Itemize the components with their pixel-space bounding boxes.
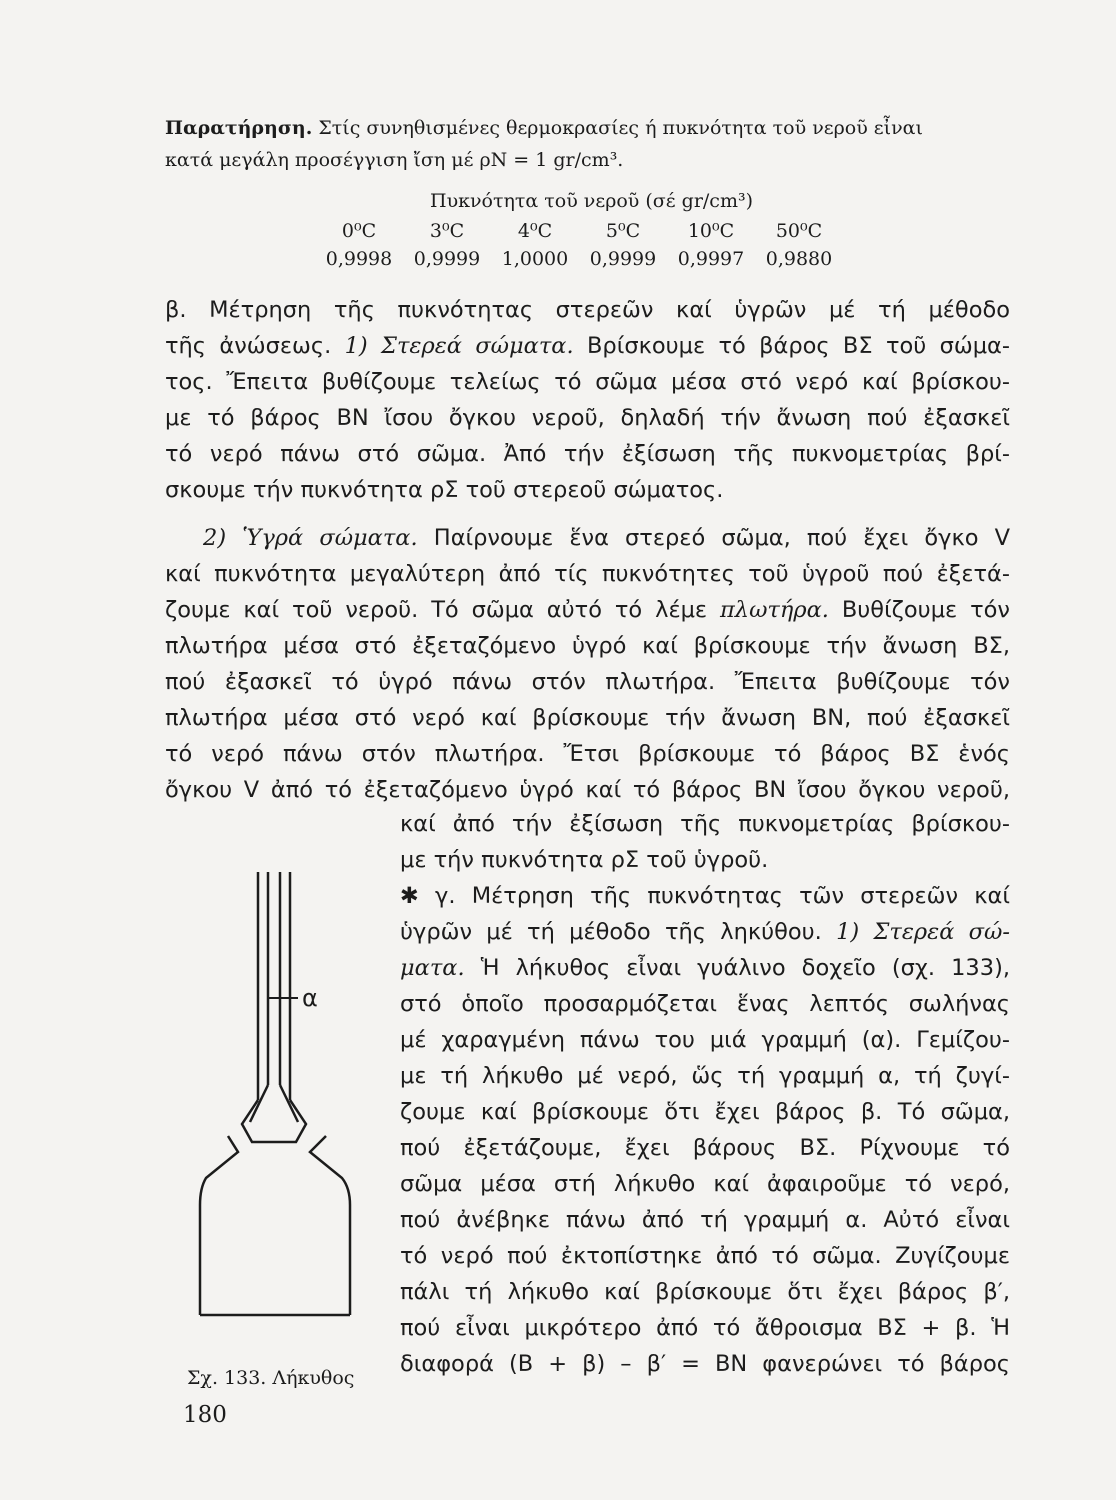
text-fragment: Βρίσκουμε τό βάρος ΒΣ τοῦ σώμα- xyxy=(573,333,1010,359)
temp-cell: 10⁰C xyxy=(687,220,735,242)
lekythos-flask-drawing xyxy=(200,872,350,1315)
value-cell: 0,9999 xyxy=(589,248,657,270)
section-2-continuation xyxy=(400,806,1010,878)
text-line: με τήν πυκνότητα ρΣ τοῦ ὑγροῦ. xyxy=(400,847,769,873)
text-line: καί ἀπό τήν ἐξίσωση τῆς πυκνομετρίας βρίσκου- xyxy=(400,811,1010,837)
section-2-paragraph xyxy=(165,520,1010,808)
text-line: σῶμα μέσα στή λήκυθο καί ἀφαιροῦμε τό νερό, xyxy=(400,1171,1010,1197)
temp-cell: 50⁰C xyxy=(775,220,823,242)
observation-note xyxy=(165,112,1005,176)
text-line: με τή λήκυθο μέ νερό, ὥς τή γραμμή α, τή ζυγί- xyxy=(400,1063,1010,1089)
text-line: στό ὁποῖο προσαρμόζεται ἕνας λεπτός σωλήνας xyxy=(400,991,1010,1017)
temp-cell: 4⁰C xyxy=(517,220,553,242)
figure-caption: Σχ. 133. Λήκυθος xyxy=(187,1367,355,1389)
text-line: πλωτήρα μέσα στό ἐξεταζόμενο ὑγρό καί βρίσκουμε τήν ἄνωση ΒΣ, xyxy=(165,633,1010,659)
text-line: τό νερό πού ἐκτοπίστηκε ἀπό τό σῶμα. Ζυγίζουμε xyxy=(400,1243,1010,1269)
text-line xyxy=(400,914,1010,950)
text-line xyxy=(165,592,1010,628)
text-line: τος. Ἔπειτα βυθίζουμε τελείως τό σῶμα μέσα στό νερό καί βρίσκου- xyxy=(165,369,1010,395)
text-line: τό νερό πάνω στόν πλωτήρα. Ἔτσι βρίσκουμε τό βάρος ΒΣ ἑνός xyxy=(165,741,1010,767)
density-table-temperatures xyxy=(315,220,843,242)
text-fragment: Βυθίζουμε τόν xyxy=(828,597,1010,623)
text-fragment: ὑγρῶν μέ τή μέθοδο τῆς ληκύθου. xyxy=(400,919,837,945)
text-fragment: τῆς ἀνώσεως. xyxy=(165,333,345,359)
value-cell: 1,0000 xyxy=(501,248,569,270)
section-g-heading: ✱ γ. Μέτρηση τῆς πυκνότητας τῶν στερεῶν καί xyxy=(400,883,1010,909)
text-line: καί πυκνότητα μεγαλύτερη ἀπό τίς πυκνότητες τοῦ ὑγροῦ πού ἐξετά- xyxy=(165,561,1010,587)
text-line: με τό βάρος ΒN ἴσου ὄγκου νεροῦ, δηλαδή τήν ἄνωση πού ἐξασκεῖ xyxy=(165,405,1010,431)
text-line: ὄγκου V ἀπό τό ἐξεταζόμενο ὑγρό καί τό βάρος ΒN ἴσου ὄγκου νεροῦ, xyxy=(165,777,1010,803)
italic-fragment: πλωτήρα. xyxy=(720,597,829,623)
italic-fragment: 1) Στερεά σώ- xyxy=(836,919,1010,945)
value-cell: 0,9997 xyxy=(677,248,745,270)
note-label: Παρατήρηση. xyxy=(165,117,313,139)
temp-cell: 3⁰C xyxy=(429,220,465,242)
italic-fragment: ματα. xyxy=(400,955,465,981)
text-line: πάλι τή λήκυθο καί βρίσκουμε ὅτι ἔχει βάρος β′, xyxy=(400,1279,1010,1305)
text-line xyxy=(165,520,1010,556)
density-table-caption: Πυκνότητα τοῦ νεροῦ (σέ gr/cm³) xyxy=(430,190,753,212)
text-line: πού ἐξασκεῖ τό ὑγρό πάνω στόν πλωτήρα. Ἔπειτα βυθίζουμε τόν xyxy=(165,669,1010,695)
temp-cell: 5⁰C xyxy=(605,220,641,242)
italic-fragment: 1) Στερεά σώματα. xyxy=(344,333,574,359)
value-cell: 0,9999 xyxy=(413,248,481,270)
value-cell: 0,9880 xyxy=(765,248,833,270)
section-g-paragraph xyxy=(400,878,1010,1382)
text-line: σκουμε τήν πυκνότητα ρΣ τοῦ στερεοῦ σώματος. xyxy=(165,477,724,503)
text-line: πού ἐξετάζουμε, ἔχει βάρους ΒΣ. Ρίχνουμε τό xyxy=(400,1135,1010,1161)
text-line: β. Μέτρηση τῆς πυκνότητας στερεῶν καί ὑγρῶν μέ τή μέθοδο xyxy=(165,297,1010,323)
page-number: 180 xyxy=(183,1402,227,1428)
mark-label-a: α xyxy=(302,984,318,1012)
text-line xyxy=(400,950,1010,986)
temp-cell: 0⁰C xyxy=(341,220,377,242)
text-line: ζουμε καί βρίσκουμε ὅτι ἔχει βάρος β. Τό σῶμα, xyxy=(400,1099,1010,1125)
text-line: πλωτήρα μέσα στό νερό καί βρίσκουμε τήν ἄνωση ΒN, πού ἐξασκεῖ xyxy=(165,705,1010,731)
density-table-values xyxy=(315,248,843,270)
text-fragment: ζουμε καί τοῦ νεροῦ. Τό σῶμα αὐτό τό λέμε xyxy=(165,597,721,623)
note-text-1: Στίς συνηθισμένες θερμοκρασίες ή πυκνότητα τοῦ νεροῦ εἶναι xyxy=(312,117,923,139)
text-fragment: Παίρνουμε ἕνα στερεό σῶμα, πού ἔχει ὄγκο V xyxy=(417,525,1010,551)
text-line: πού ἀνέβηκε πάνω ἀπό τή γραμμή α. Αὐτό εἶναι xyxy=(400,1207,1010,1233)
text-line: πού εἶναι μικρότερο ἀπό τό ἄθροισμα ΒΣ + β. Ἡ xyxy=(400,1315,1010,1341)
text-line xyxy=(165,328,1010,364)
text-line: μέ χαραγμένη πάνω του μιά γραμμή (α). Γεμίζου- xyxy=(400,1027,1010,1053)
value-cell: 0,9998 xyxy=(325,248,393,270)
section-b-paragraph xyxy=(165,292,1010,508)
text-line: διαφορά (Β + β) – β′ = ΒN φανερώνει τό βάρος xyxy=(400,1351,1010,1377)
text-line: τό νερό πάνω στό σῶμα. Ἀπό τήν ἐξίσωση τῆς πυκνομετρίας βρί- xyxy=(165,441,1010,467)
flask-figure xyxy=(180,860,400,1360)
italic-fragment: 2) Ὑγρά σώματα. xyxy=(203,525,418,551)
note-text-2: κατά μεγάλη προσέγγιση ἴση μέ ρN = 1 gr/cm³. xyxy=(165,149,624,171)
text-fragment: Ἡ λήκυθος εἶναι γυάλινο δοχεῖο (σχ. 133), xyxy=(464,955,1010,981)
